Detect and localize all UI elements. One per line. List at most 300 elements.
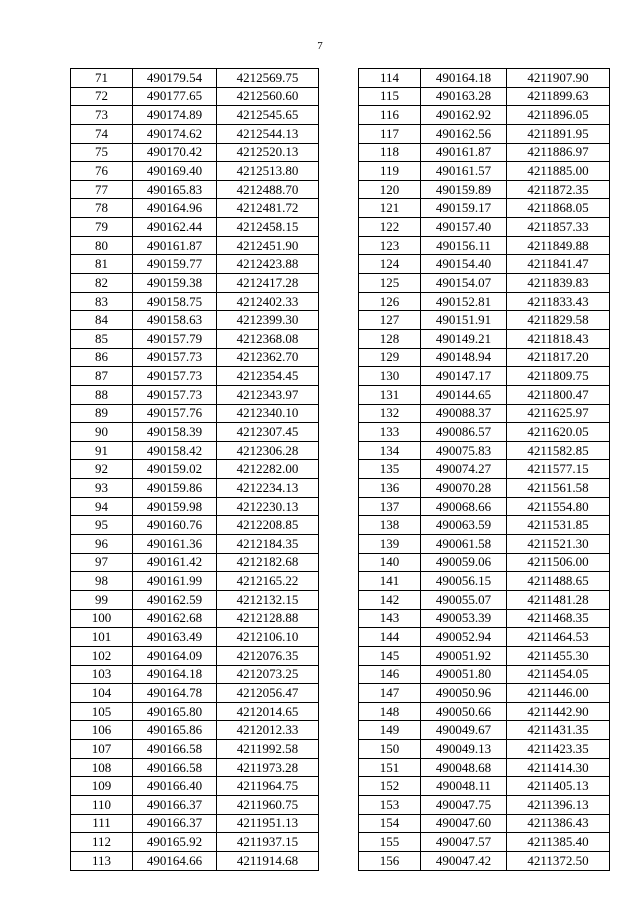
y-coordinate-cell: 4211973.28 [217,758,319,777]
table-row [71,535,319,554]
x-coordinate-cell: 490154.07 [421,274,507,293]
table-row [71,497,319,516]
x-coordinate-cell: 490165.92 [133,833,217,852]
table-row [359,143,610,162]
x-coordinate-cell: 490166.37 [133,795,217,814]
point-number-cell: 75 [71,143,133,162]
point-number-cell: 102 [71,646,133,665]
point-number-cell: 122 [359,218,421,237]
x-coordinate-cell: 490151.91 [421,311,507,330]
point-number-cell: 113 [71,851,133,870]
point-number-cell: 117 [359,124,421,143]
y-coordinate-cell: 4211423.35 [507,740,610,759]
point-number-cell: 125 [359,274,421,293]
x-coordinate-cell: 490161.42 [133,553,217,572]
y-coordinate-cell: 4212399.30 [217,311,319,330]
x-coordinate-cell: 490166.58 [133,758,217,777]
y-coordinate-cell: 4211896.05 [507,106,610,125]
point-number-cell: 97 [71,553,133,572]
x-coordinate-cell: 490164.78 [133,684,217,703]
table-row [359,274,610,293]
x-coordinate-cell: 490068.66 [421,497,507,516]
y-coordinate-cell: 4212343.97 [217,385,319,404]
y-coordinate-cell: 4211857.33 [507,218,610,237]
point-number-cell: 100 [71,609,133,628]
y-coordinate-cell: 4211809.75 [507,367,610,386]
x-coordinate-cell: 490166.40 [133,777,217,796]
y-coordinate-cell: 4211868.05 [507,199,610,218]
x-coordinate-cell: 490048.11 [421,777,507,796]
x-coordinate-cell: 490162.56 [421,124,507,143]
y-coordinate-cell: 4212481.72 [217,199,319,218]
table-row [71,833,319,852]
point-number-cell: 149 [359,721,421,740]
table-row [359,180,610,199]
coordinates-table-right [358,68,610,871]
y-coordinate-cell: 4211464.53 [507,628,610,647]
table-row [71,460,319,479]
table-row [71,218,319,237]
y-coordinate-cell: 4212282.00 [217,460,319,479]
point-number-cell: 120 [359,180,421,199]
y-coordinate-cell: 4211817.20 [507,348,610,367]
x-coordinate-cell: 490169.40 [133,162,217,181]
y-coordinate-cell: 4212417.28 [217,274,319,293]
x-coordinate-cell: 490170.42 [133,143,217,162]
point-number-cell: 93 [71,479,133,498]
x-coordinate-cell: 490050.66 [421,702,507,721]
x-coordinate-cell: 490049.67 [421,721,507,740]
y-coordinate-cell: 4212306.28 [217,441,319,460]
x-coordinate-cell: 490164.18 [133,665,217,684]
point-number-cell: 109 [71,777,133,796]
point-number-cell: 139 [359,535,421,554]
point-number-cell: 107 [71,740,133,759]
table-row [359,479,610,498]
table-row [71,87,319,106]
x-coordinate-cell: 490164.18 [421,69,507,88]
point-number-cell: 151 [359,758,421,777]
point-number-cell: 81 [71,255,133,274]
point-number-cell: 105 [71,702,133,721]
point-number-cell: 152 [359,777,421,796]
point-number-cell: 136 [359,479,421,498]
point-number-cell: 144 [359,628,421,647]
x-coordinate-cell: 490162.59 [133,590,217,609]
y-coordinate-cell: 4211468.35 [507,609,610,628]
table-row [71,665,319,684]
x-coordinate-cell: 490152.81 [421,292,507,311]
point-number-cell: 83 [71,292,133,311]
x-coordinate-cell: 490159.77 [133,255,217,274]
y-coordinate-cell: 4211414.30 [507,758,610,777]
table-row [359,665,610,684]
x-coordinate-cell: 490144.65 [421,385,507,404]
y-coordinate-cell: 4212230.13 [217,497,319,516]
y-coordinate-cell: 4211481.28 [507,590,610,609]
x-coordinate-cell: 490159.02 [133,460,217,479]
table-row [71,646,319,665]
table-row [71,628,319,647]
x-coordinate-cell: 490148.94 [421,348,507,367]
x-coordinate-cell: 490086.57 [421,423,507,442]
point-number-cell: 91 [71,441,133,460]
x-coordinate-cell: 490161.36 [133,535,217,554]
table-row [359,292,610,311]
y-coordinate-cell: 4212128.88 [217,609,319,628]
table-row [359,590,610,609]
point-number-cell: 94 [71,497,133,516]
table-row [359,199,610,218]
x-coordinate-cell: 490157.40 [421,218,507,237]
point-number-cell: 118 [359,143,421,162]
point-number-cell: 124 [359,255,421,274]
y-coordinate-cell: 4212184.35 [217,535,319,554]
y-coordinate-cell: 4212340.10 [217,404,319,423]
point-number-cell: 132 [359,404,421,423]
table-row [359,795,610,814]
y-coordinate-cell: 4212423.88 [217,255,319,274]
table-row [359,535,610,554]
table-row [359,572,610,591]
x-coordinate-cell: 490163.28 [421,87,507,106]
table-row [71,106,319,125]
point-number-cell: 110 [71,795,133,814]
y-coordinate-cell: 4211620.05 [507,423,610,442]
y-coordinate-cell: 4212234.13 [217,479,319,498]
x-coordinate-cell: 490179.54 [133,69,217,88]
x-coordinate-cell: 490051.80 [421,665,507,684]
x-coordinate-cell: 490047.75 [421,795,507,814]
table-row [359,124,610,143]
table-row [359,87,610,106]
point-number-cell: 133 [359,423,421,442]
x-coordinate-cell: 490164.96 [133,199,217,218]
y-coordinate-cell: 4212458.15 [217,218,319,237]
point-number-cell: 84 [71,311,133,330]
y-coordinate-cell: 4212569.75 [217,69,319,88]
table-row [359,721,610,740]
y-coordinate-cell: 4211914.68 [217,851,319,870]
x-coordinate-cell: 490047.57 [421,833,507,852]
x-coordinate-cell: 490061.58 [421,535,507,554]
table-row [71,702,319,721]
point-number-cell: 131 [359,385,421,404]
x-coordinate-cell: 490166.58 [133,740,217,759]
point-number-cell: 154 [359,814,421,833]
x-coordinate-cell: 490158.75 [133,292,217,311]
x-coordinate-cell: 490158.39 [133,423,217,442]
y-coordinate-cell: 4212012.33 [217,721,319,740]
point-number-cell: 112 [71,833,133,852]
y-coordinate-cell: 4212014.65 [217,702,319,721]
table-row [71,69,319,88]
x-coordinate-cell: 490088.37 [421,404,507,423]
y-coordinate-cell: 4212132.15 [217,590,319,609]
point-number-cell: 130 [359,367,421,386]
x-coordinate-cell: 490157.79 [133,329,217,348]
point-number-cell: 156 [359,851,421,870]
table-row [359,348,610,367]
x-coordinate-cell: 490050.96 [421,684,507,703]
table-row [71,329,319,348]
table-row [71,199,319,218]
x-coordinate-cell: 490161.99 [133,572,217,591]
table-row [71,516,319,535]
x-coordinate-cell: 490051.92 [421,646,507,665]
x-coordinate-cell: 490163.49 [133,628,217,647]
point-number-cell: 135 [359,460,421,479]
y-coordinate-cell: 4212368.08 [217,329,319,348]
y-coordinate-cell: 4212165.22 [217,572,319,591]
table-row [71,609,319,628]
point-number-cell: 147 [359,684,421,703]
table-row [359,423,610,442]
y-coordinate-cell: 4211577.15 [507,460,610,479]
y-coordinate-cell: 4211800.47 [507,385,610,404]
x-coordinate-cell: 490056.15 [421,572,507,591]
y-coordinate-cell: 4211964.75 [217,777,319,796]
x-coordinate-cell: 490049.13 [421,740,507,759]
table-body-right [359,69,610,871]
table-row [359,646,610,665]
x-coordinate-cell: 490047.42 [421,851,507,870]
point-number-cell: 104 [71,684,133,703]
y-coordinate-cell: 4211818.43 [507,329,610,348]
point-number-cell: 123 [359,236,421,255]
x-coordinate-cell: 490149.21 [421,329,507,348]
table-row [359,628,610,647]
point-number-cell: 128 [359,329,421,348]
point-number-cell: 138 [359,516,421,535]
table-row [71,124,319,143]
point-number-cell: 87 [71,367,133,386]
point-number-cell: 143 [359,609,421,628]
table-row [71,348,319,367]
y-coordinate-cell: 4211841.47 [507,255,610,274]
table-row [71,255,319,274]
point-number-cell: 76 [71,162,133,181]
x-coordinate-cell: 490063.59 [421,516,507,535]
table-row [71,814,319,833]
y-coordinate-cell: 4212354.45 [217,367,319,386]
y-coordinate-cell: 4212056.47 [217,684,319,703]
x-coordinate-cell: 490070.28 [421,479,507,498]
point-number-cell: 71 [71,69,133,88]
point-number-cell: 114 [359,69,421,88]
point-number-cell: 119 [359,162,421,181]
table-row [359,106,610,125]
y-coordinate-cell: 4211582.85 [507,441,610,460]
point-number-cell: 79 [71,218,133,237]
x-coordinate-cell: 490074.27 [421,460,507,479]
table-row [359,609,610,628]
point-number-cell: 92 [71,460,133,479]
table-row [359,777,610,796]
table-body-left [71,69,319,871]
x-coordinate-cell: 490160.76 [133,516,217,535]
x-coordinate-cell: 490159.17 [421,199,507,218]
y-coordinate-cell: 4211405.13 [507,777,610,796]
point-number-cell: 115 [359,87,421,106]
table-row [71,385,319,404]
y-coordinate-cell: 4211488.65 [507,572,610,591]
table-row [359,367,610,386]
x-coordinate-cell: 490154.40 [421,255,507,274]
table-row [71,441,319,460]
page-number: 7 [317,40,323,52]
table-row [71,162,319,181]
x-coordinate-cell: 490159.89 [421,180,507,199]
y-coordinate-cell: 4212362.70 [217,348,319,367]
y-coordinate-cell: 4211849.88 [507,236,610,255]
table-row [71,572,319,591]
y-coordinate-cell: 4211951.13 [217,814,319,833]
x-coordinate-cell: 490161.87 [421,143,507,162]
point-number-cell: 141 [359,572,421,591]
point-number-cell: 155 [359,833,421,852]
point-number-cell: 121 [359,199,421,218]
table-row [359,255,610,274]
table-row [359,553,610,572]
y-coordinate-cell: 4211829.58 [507,311,610,330]
x-coordinate-cell: 490159.86 [133,479,217,498]
point-number-cell: 134 [359,441,421,460]
y-coordinate-cell: 4211839.83 [507,274,610,293]
x-coordinate-cell: 490157.76 [133,404,217,423]
y-coordinate-cell: 4212076.35 [217,646,319,665]
y-coordinate-cell: 4212402.33 [217,292,319,311]
table-row [359,311,610,330]
point-number-cell: 82 [71,274,133,293]
y-coordinate-cell: 4211885.00 [507,162,610,181]
table-row [71,740,319,759]
table-row [359,236,610,255]
x-coordinate-cell: 490156.11 [421,236,507,255]
table-row [71,721,319,740]
table-row [359,702,610,721]
y-coordinate-cell: 4211886.97 [507,143,610,162]
y-coordinate-cell: 4211454.05 [507,665,610,684]
x-coordinate-cell: 490052.94 [421,628,507,647]
x-coordinate-cell: 490159.98 [133,497,217,516]
table-row [71,795,319,814]
x-coordinate-cell: 490162.44 [133,218,217,237]
table-row [359,833,610,852]
x-coordinate-cell: 490053.39 [421,609,507,628]
y-coordinate-cell: 4212307.45 [217,423,319,442]
point-number-cell: 90 [71,423,133,442]
point-number-cell: 99 [71,590,133,609]
table-row [71,851,319,870]
y-coordinate-cell: 4212544.13 [217,124,319,143]
y-coordinate-cell: 4212073.25 [217,665,319,684]
y-coordinate-cell: 4211937.15 [217,833,319,852]
point-number-cell: 86 [71,348,133,367]
table-row [359,162,610,181]
y-coordinate-cell: 4211431.35 [507,721,610,740]
point-number-cell: 148 [359,702,421,721]
x-coordinate-cell: 490147.17 [421,367,507,386]
x-coordinate-cell: 490047.60 [421,814,507,833]
point-number-cell: 150 [359,740,421,759]
y-coordinate-cell: 4211960.75 [217,795,319,814]
y-coordinate-cell: 4211625.97 [507,404,610,423]
point-number-cell: 106 [71,721,133,740]
point-number-cell: 140 [359,553,421,572]
table-row [359,460,610,479]
table-row [71,479,319,498]
table-row [71,423,319,442]
y-coordinate-cell: 4211554.80 [507,497,610,516]
point-number-cell: 85 [71,329,133,348]
y-coordinate-cell: 4212451.90 [217,236,319,255]
table-row [359,218,610,237]
table-row [359,329,610,348]
x-coordinate-cell: 490174.89 [133,106,217,125]
y-coordinate-cell: 4211899.63 [507,87,610,106]
point-number-cell: 78 [71,199,133,218]
y-coordinate-cell: 4212182.68 [217,553,319,572]
point-number-cell: 98 [71,572,133,591]
table-row [359,740,610,759]
x-coordinate-cell: 490059.06 [421,553,507,572]
table-row [71,236,319,255]
x-coordinate-cell: 490157.73 [133,348,217,367]
x-coordinate-cell: 490164.09 [133,646,217,665]
point-number-cell: 137 [359,497,421,516]
table-row [71,758,319,777]
x-coordinate-cell: 490075.83 [421,441,507,460]
table-row [359,441,610,460]
table-row [359,69,610,88]
table-row [71,143,319,162]
y-coordinate-cell: 4211561.58 [507,479,610,498]
table-row [359,497,610,516]
y-coordinate-cell: 4211386.43 [507,814,610,833]
point-number-cell: 96 [71,535,133,554]
point-number-cell: 101 [71,628,133,647]
point-number-cell: 72 [71,87,133,106]
x-coordinate-cell: 490158.42 [133,441,217,460]
point-number-cell: 129 [359,348,421,367]
x-coordinate-cell: 490157.73 [133,367,217,386]
table-row [71,274,319,293]
point-number-cell: 146 [359,665,421,684]
y-coordinate-cell: 4212545.65 [217,106,319,125]
table-row [359,516,610,535]
point-number-cell: 126 [359,292,421,311]
y-coordinate-cell: 4212208.85 [217,516,319,535]
x-coordinate-cell: 490055.07 [421,590,507,609]
point-number-cell: 103 [71,665,133,684]
y-coordinate-cell: 4211907.90 [507,69,610,88]
point-number-cell: 127 [359,311,421,330]
x-coordinate-cell: 490162.68 [133,609,217,628]
x-coordinate-cell: 490164.66 [133,851,217,870]
y-coordinate-cell: 4211891.95 [507,124,610,143]
point-number-cell: 80 [71,236,133,255]
x-coordinate-cell: 490159.38 [133,274,217,293]
table-row [71,404,319,423]
point-number-cell: 73 [71,106,133,125]
y-coordinate-cell: 4211531.85 [507,516,610,535]
table-row [71,311,319,330]
point-number-cell: 74 [71,124,133,143]
x-coordinate-cell: 490165.86 [133,721,217,740]
x-coordinate-cell: 490166.37 [133,814,217,833]
point-number-cell: 95 [71,516,133,535]
